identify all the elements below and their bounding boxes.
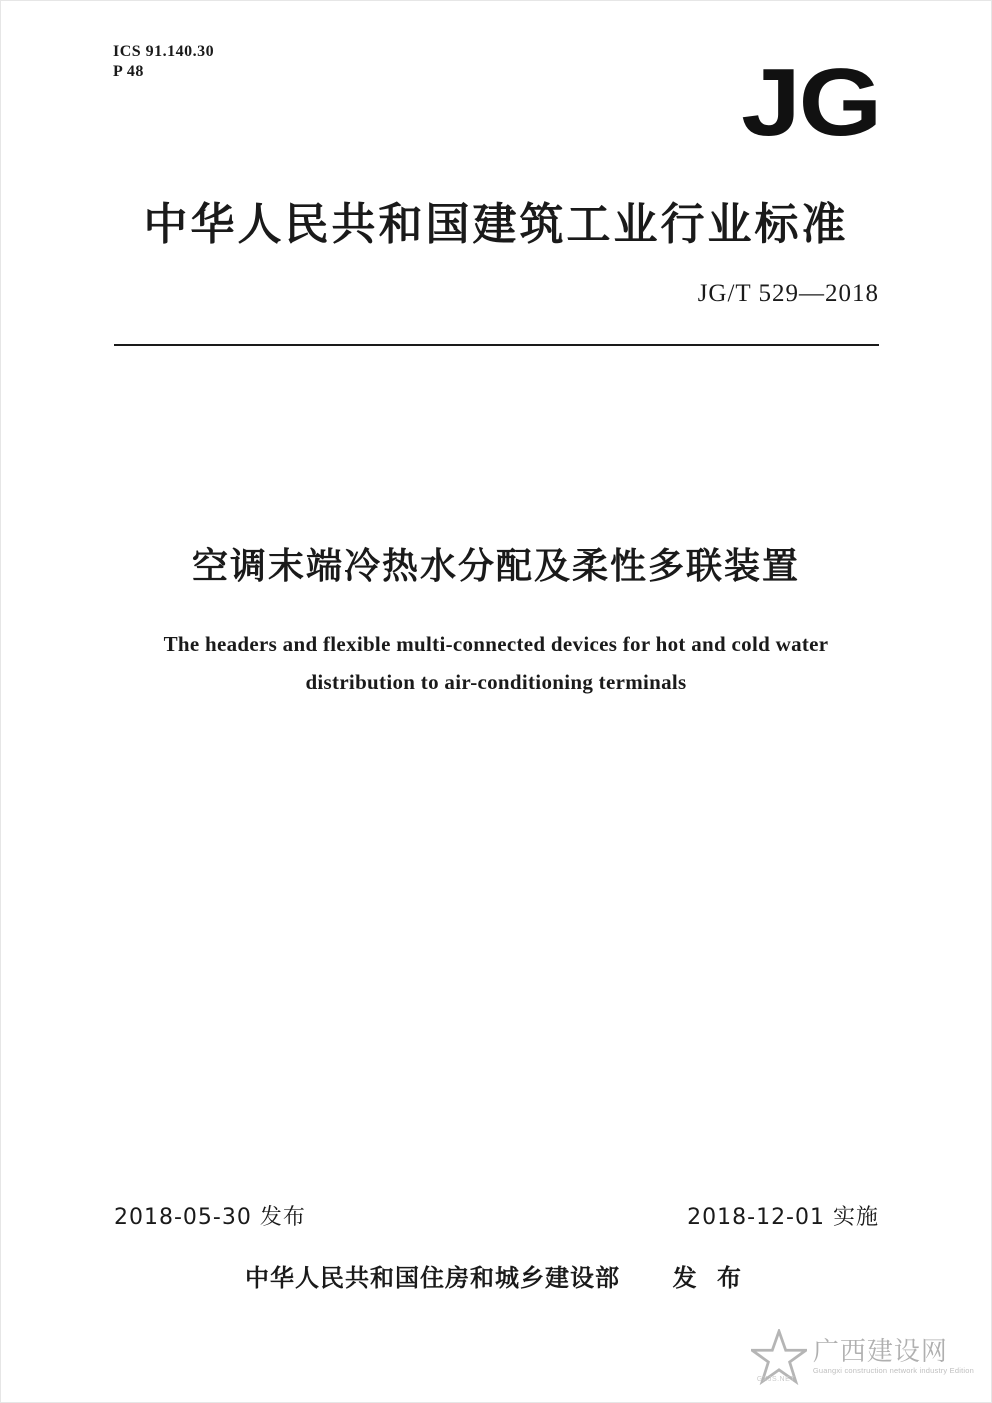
publisher-name: 中华人民共和国住房和城乡建设部	[244, 1264, 620, 1292]
header-divider	[114, 344, 879, 346]
watermark-badge: GXJS.NET	[756, 1376, 796, 1383]
document-title-en	[150, 625, 842, 701]
issue-date: 2018-05-30 发布	[114, 1205, 306, 1230]
ics-code: ICS 91.140.30	[113, 43, 215, 60]
watermark-text-cn: 广西建设网	[812, 1336, 948, 1367]
date-row	[114, 1200, 879, 1231]
watermark-text-en: Guangxi construction network industry Edition	[812, 1366, 974, 1376]
document-title-cn: 空调末端冷热水分配及柔性多联装置	[191, 546, 800, 587]
document-title-en-line2: distribution to air-conditioning terminals	[305, 670, 687, 694]
watermark-text	[812, 1336, 974, 1376]
series-title: 中华人民共和国建筑工业行业标准	[143, 199, 849, 250]
publisher-line	[0, 1258, 992, 1293]
standard-number: JG/T 529—2018	[697, 280, 879, 307]
document-title-en-line1: The headers and flexible multi-connected devices for hot and cold water	[163, 632, 829, 656]
ics-block	[113, 42, 214, 82]
effective-date: 2018-12-01 实施	[687, 1205, 879, 1230]
classification-code: P 48	[113, 63, 144, 80]
watermark	[751, 1329, 974, 1385]
publisher-action: 发 布	[672, 1264, 748, 1292]
jg-logo: JG	[741, 49, 880, 156]
